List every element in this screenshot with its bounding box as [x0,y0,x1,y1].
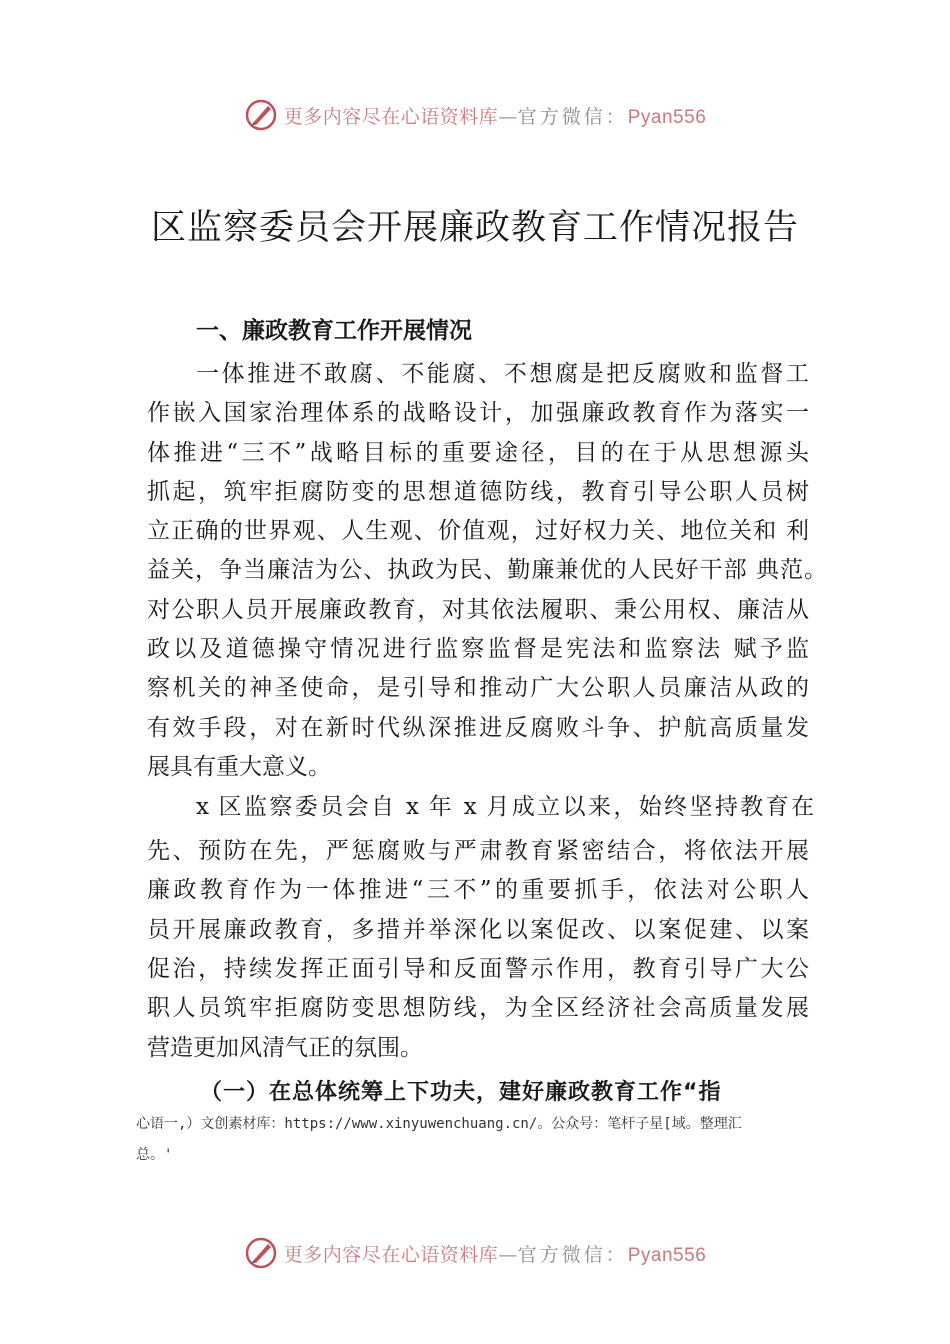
paragraph-line: 察机关的神圣使命，是引导和推动广大公职人员廉洁从政的 [147,675,809,701]
watermark-account: Pyan556 [627,106,707,128]
section-heading: 一、廉政教育工作开展情况 [196,318,472,344]
paragraph-line: 促治，持续发挥正面引导和反面警示作用，教育引导广大公 [147,956,809,982]
paragraph-line: 益关，争当廉洁为公、执政为民、勤廉兼优的人民好干部 典范。 [147,557,827,583]
paragraph-line: x 区监察委员会自 x 年 x 月成立以来，始终坚持教育在 [196,794,814,820]
paragraph-line: 对公职人员开展廉政教育，对其依法履职、秉公用权、廉洁从 [147,597,809,623]
document-title: 区监察委员会开展廉政教育工作情况报告 [150,208,799,248]
pen-quill-logo-icon [244,98,278,132]
paragraph-line: 营造更加风清气正的氛围。 [147,1035,423,1061]
paragraph-line: 先、预防在先，严惩腐败与严肃教育紧密结合，将依法开展 [147,838,809,864]
footnote-line: 心语一,）文创素材库：https://www.xinyuwenchuang.cn/。公众号：笔杆子星[域。整理汇 [136,1116,742,1132]
paragraph-line: 体推进“三不”战略目标的重要途径，目的在于从思想源头 [147,440,809,466]
pen-quill-logo-icon [244,1236,278,1270]
paragraph-line: 抓起，筑牢拒腐防变的思想道德防线，教育引导公职人员树 [147,479,809,505]
paragraph-line: 作嵌入国家治理体系的战略设计，加强廉政教育作为落实一 [147,400,809,426]
watermark-label: 官方微信： [517,105,628,128]
paragraph-line: 展具有重大意义。 [147,754,331,780]
header-watermark-banner [0,95,950,135]
watermark-label: 官方微信： [517,1243,628,1266]
watermark-text [284,1240,707,1267]
watermark-brand: 更多内容尽在心语资料库 [283,105,499,128]
paragraph-line: 有效手段，对在新时代纵深推进反腐败斗争、护航高质量发 [147,715,809,741]
subsection-heading: （一）在总体统筹上下功夫，建好廉政教育工作“指 [200,1080,722,1105]
watermark-separator: — [498,105,518,128]
paragraph-line: 员开展廉政教育，多措并举深化以案促改、以案促建、以案 [147,917,809,943]
paragraph-line: 一体推进不敢腐、不能腐、不想腐是把反腐败和监督工 [196,361,809,387]
watermark-account: Pyan556 [627,1244,707,1266]
paragraph-line: 立正确的世界观、人生观、价值观，过好权力关、地位关和 利 [147,518,809,544]
paragraph-line: 廉政教育作为一体推进“三不”的重要抓手，依法对公职人 [147,877,809,903]
footer-watermark-banner [0,1233,950,1273]
watermark-separator: — [498,1243,518,1266]
watermark-brand: 更多内容尽在心语资料库 [283,1243,499,1266]
watermark-text [284,102,707,129]
paragraph-line: 政以及道德操守情况进行监察监督是宪法和监察法 赋予监 [147,636,809,662]
paragraph-line: 职人员筑牢拒腐防变思想防线，为全区经济社会高质量发展 [147,995,809,1021]
footnote-line: 总。' [136,1147,173,1163]
